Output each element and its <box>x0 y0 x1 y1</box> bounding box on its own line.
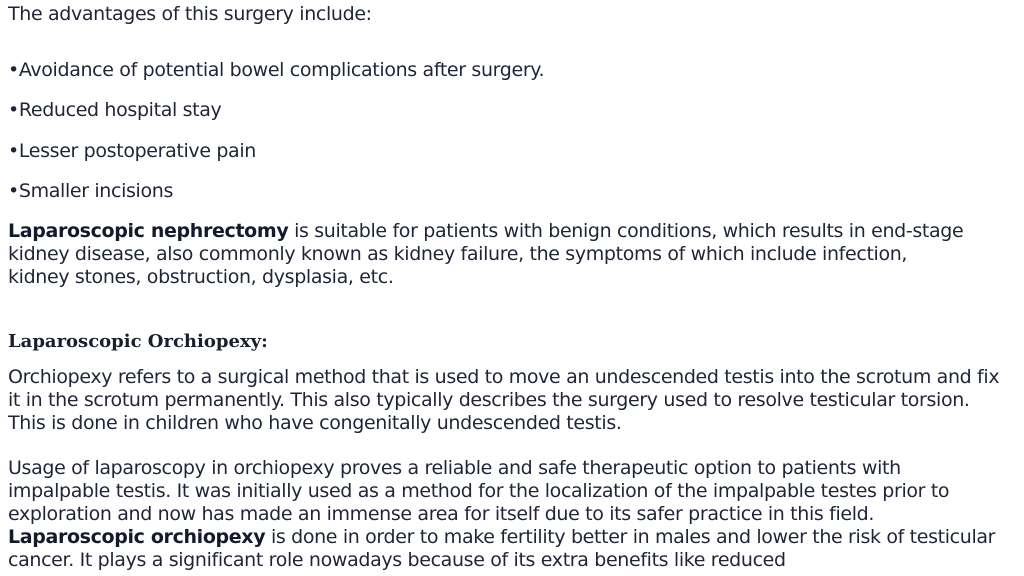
orchiopexy-paragraph-2 <box>8 457 1008 572</box>
nephrectomy-paragraph <box>8 220 968 289</box>
advantage-item: •Reduced hospital stay <box>8 99 222 121</box>
advantage-item: •Avoidance of potential bowel complications after surgery. <box>8 59 545 81</box>
orchiopexy-term: Laparoscopic orchiopexy <box>8 526 266 548</box>
orchiopexy-heading: Laparoscopic Orchiopexy: <box>8 331 268 352</box>
nephrectomy-text: is suitable for patients with benign conditions, which results in end-stage kidney disease, also commonly known as kidney failure, the symptoms of which include infection, kidney stones, obstruction, dysplasia, etc. <box>8 220 964 288</box>
advantages-intro: The advantages of this surgery include: <box>8 3 372 25</box>
orchiopexy-text-before: Usage of laparoscopy in orchiopexy proves a reliable and safe therapeutic option to patients with impalpable testis. It was initially used as a method for the localization of the impalpable testes prior to exploration and now has made an immense area for itself due to its safer practice in this field. <box>8 457 950 525</box>
orchiopexy-paragraph-1: Orchiopexy refers to a surgical method that is used to move an undescended testis into the scrotum and fix it in the scrotum permanently. This also typically describes the surgery used to resolve testicular torsion. This is done in children who have congenitally undescended testis. <box>8 366 1000 434</box>
advantage-item: •Smaller incisions <box>8 180 174 202</box>
nephrectomy-term: Laparoscopic nephrectomy <box>8 220 289 242</box>
orchiopexy-text-after: is done in order to make fertility better in males and lower the risk of testicular cancer. It plays a significant role nowadays because of its extra benefits like reduced <box>8 526 996 571</box>
advantage-item: •Lesser postoperative pain <box>8 140 256 162</box>
